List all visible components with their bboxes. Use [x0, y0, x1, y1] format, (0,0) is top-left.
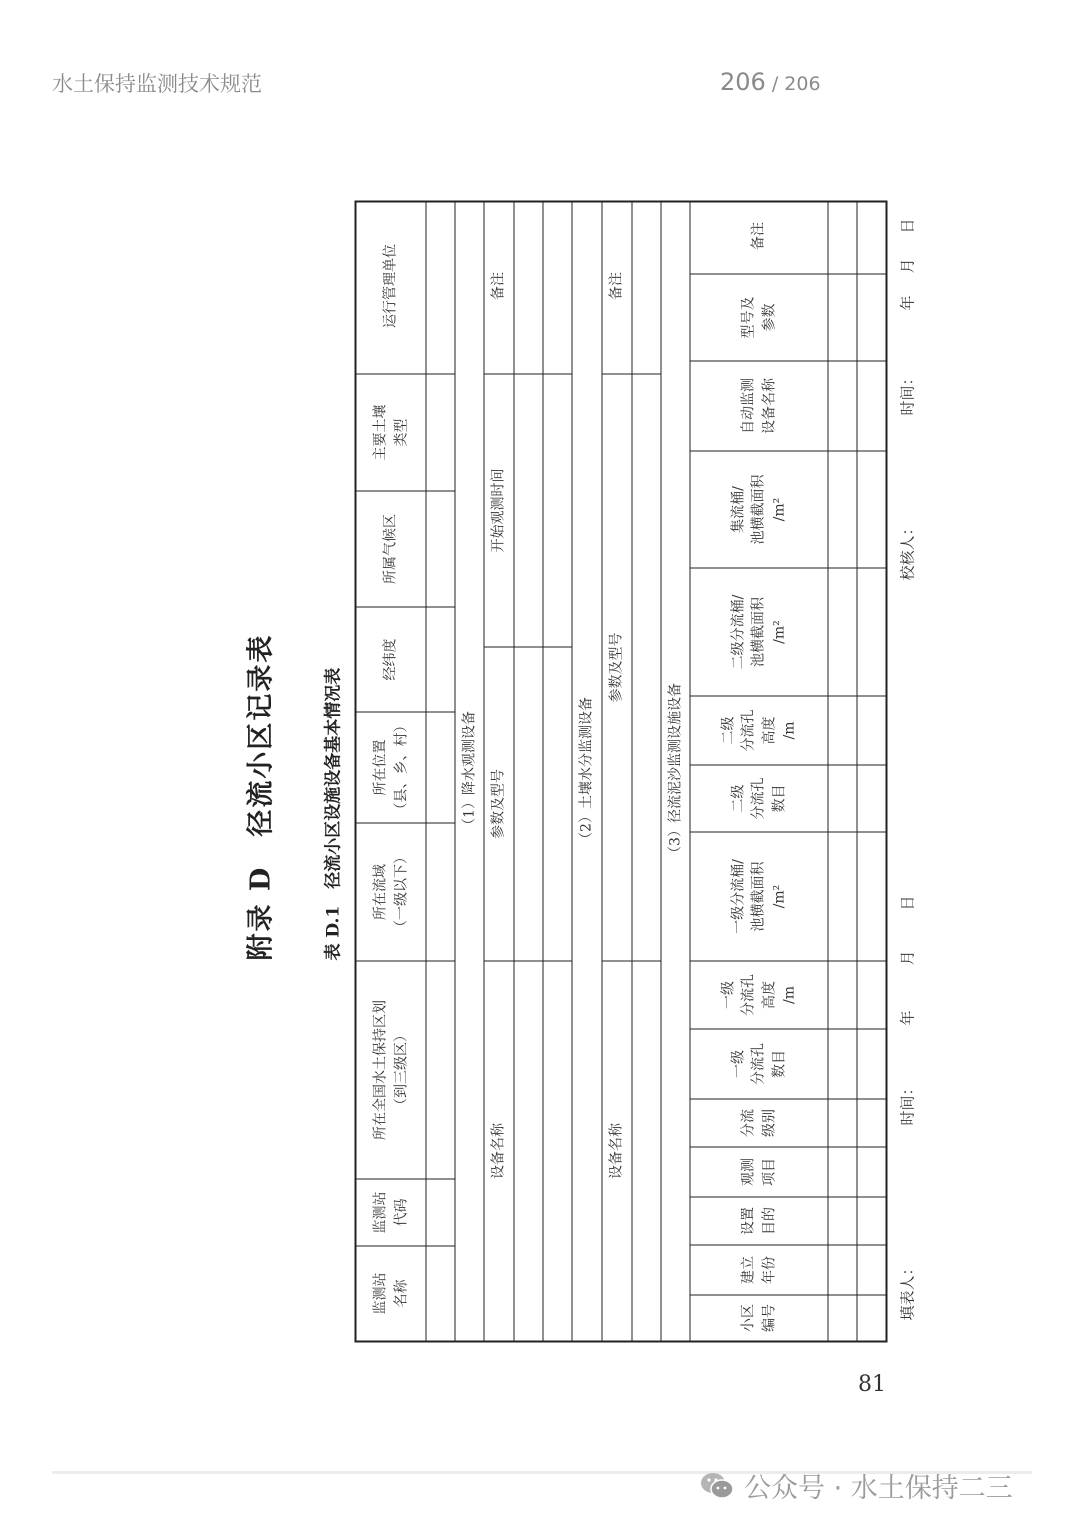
empty-cell	[828, 831, 856, 960]
watermark-text: 公众号 · 水土保持二三	[744, 1473, 1013, 1504]
header-cell: 所在流域 （一级以下）	[356, 822, 425, 960]
empty-cell	[828, 1146, 856, 1196]
day-label: 日	[898, 894, 916, 910]
header-cell: 二级 分流孔 数目	[690, 764, 827, 831]
header-cell: 集流桶/ 池横截面积 /m²	[690, 450, 827, 567]
section-runoff	[661, 202, 690, 1340]
empty-cell	[514, 960, 542, 1340]
empty-cell	[426, 1178, 454, 1245]
empty-cell	[426, 490, 454, 606]
empty-cell	[857, 960, 885, 1028]
runoff-plot-table	[354, 200, 887, 1342]
header-cell: 小区 编号	[690, 1294, 827, 1340]
empty-cell	[514, 198, 542, 373]
rotated-page-content	[230, 195, 925, 1345]
header-cell: 设备名称	[602, 960, 631, 1340]
basic-header-row	[356, 202, 426, 1340]
header-cell: 所在位置 （县、乡、村）	[356, 711, 425, 822]
header-cell: 运行管理单位	[382, 243, 399, 328]
header-cell: 参数及型号	[484, 646, 513, 960]
rain-data-row	[543, 202, 572, 1340]
empty-cell	[543, 960, 571, 1340]
runoff-header-row	[690, 202, 828, 1340]
empty-cell	[828, 567, 856, 695]
header-cell: 观测 项目	[690, 1146, 827, 1196]
table-caption: 表 D.1 径流小区设施设备基本情况表	[323, 667, 343, 960]
header-cell: 二级 分流孔 高度 /m	[690, 695, 827, 764]
empty-cell	[543, 646, 571, 960]
empty-cell	[828, 360, 856, 450]
header-cell: 所在全国水土保持区划 （到三级区）	[356, 960, 425, 1178]
empty-cell	[632, 960, 660, 1340]
empty-cell	[426, 822, 454, 960]
rain-header-row	[484, 202, 514, 1340]
section-rain	[455, 202, 484, 1340]
empty-cell	[543, 373, 571, 646]
empty-cell	[857, 695, 885, 764]
empty-cell	[514, 373, 542, 646]
filler-label: 填表人：	[898, 1259, 916, 1320]
document-title: 水土保持监测技术规范	[52, 72, 262, 96]
total-pages: / 206	[765, 73, 821, 95]
header-cell: 备注	[608, 271, 625, 300]
section-title: （3）径流泥沙监测设施设备	[666, 682, 683, 860]
header-cell: 经纬度	[356, 606, 425, 711]
empty-cell	[857, 450, 885, 567]
header-cell: 一级分流桶/ 池横截面积 /m²	[690, 831, 827, 960]
section-title: （1）降水观测设备	[460, 710, 477, 832]
header-cell: 监测站 代码	[356, 1178, 425, 1245]
year-label: 年	[898, 1009, 916, 1025]
month-label: 月	[898, 949, 916, 965]
wechat-icon	[700, 1471, 734, 1501]
header-cell: 设置 目的	[690, 1196, 827, 1244]
empty-cell	[828, 198, 856, 273]
empty-cell	[857, 273, 885, 360]
empty-cell	[828, 764, 856, 831]
empty-cell	[857, 1098, 885, 1146]
empty-cell	[514, 646, 542, 960]
empty-cell	[426, 198, 454, 373]
header-cell: 监测站 名称	[356, 1245, 425, 1340]
header-cell: 主要土壤 类型	[356, 373, 425, 490]
empty-cell	[857, 764, 885, 831]
soil-data-row	[632, 202, 661, 1340]
empty-cell	[828, 273, 856, 360]
check-year-label: 年	[898, 294, 916, 310]
page-indicator	[720, 68, 821, 96]
empty-cell	[857, 831, 885, 960]
header-cell: 一级 分流孔 数目	[690, 1028, 827, 1098]
empty-cell	[543, 198, 571, 373]
time-label: 时间：	[898, 1079, 916, 1125]
empty-cell	[857, 360, 885, 450]
header-cell: 备注	[490, 271, 507, 300]
header-cell: 一级 分流孔 高度 /m	[690, 960, 827, 1028]
empty-cell	[828, 1244, 856, 1294]
header-cell: 自动监测 设备名称	[690, 360, 827, 450]
header-cell: 所属气候区	[356, 490, 425, 606]
section-soil	[572, 202, 602, 1340]
header-cell: 建立 年份	[690, 1244, 827, 1294]
empty-cell	[828, 1028, 856, 1098]
header-cell: 设备名称	[484, 960, 513, 1340]
check-month-label: 月	[898, 257, 916, 273]
empty-cell	[857, 1294, 885, 1340]
header-cell: 型号及 参数	[690, 273, 827, 360]
basic-data-row	[426, 202, 455, 1340]
soil-header-row	[602, 202, 632, 1340]
empty-cell	[857, 198, 885, 273]
empty-cell	[857, 567, 885, 695]
appendix-title: 附录 D 径流小区记录表	[245, 633, 276, 960]
watermark	[700, 1466, 1013, 1505]
empty-cell	[632, 198, 660, 373]
check-day-label: 日	[898, 217, 916, 233]
empty-cell	[426, 960, 454, 1178]
empty-cell	[857, 1196, 885, 1244]
empty-cell	[632, 373, 660, 960]
empty-cell	[857, 1244, 885, 1294]
empty-cell	[828, 1196, 856, 1244]
empty-cell	[426, 606, 454, 711]
header-cell: 二级分流桶/ 池横截面积 /m²	[690, 567, 827, 695]
page-number: 81	[858, 1372, 886, 1397]
empty-cell	[857, 1028, 885, 1098]
header-cell: 参数及型号	[602, 373, 631, 960]
empty-cell	[857, 1146, 885, 1196]
empty-cell	[828, 1294, 856, 1340]
rain-data-row	[514, 202, 543, 1340]
check-time-label: 时间：	[898, 369, 916, 415]
header-cell: 备注	[750, 221, 767, 250]
empty-cell	[426, 711, 454, 822]
checker-label: 校核人：	[898, 519, 916, 580]
empty-cell	[828, 695, 856, 764]
runoff-data-row	[857, 202, 885, 1340]
empty-cell	[426, 373, 454, 490]
runoff-data-row	[828, 202, 857, 1340]
empty-cell	[828, 1098, 856, 1146]
header-cell: 分流 级别	[690, 1098, 827, 1146]
empty-cell	[426, 1245, 454, 1340]
empty-cell	[828, 960, 856, 1028]
section-title: （2）土壤水分监测设备	[578, 696, 595, 846]
empty-cell	[828, 450, 856, 567]
header-cell: 开始观测时间	[484, 373, 513, 646]
current-page: 206	[720, 68, 766, 96]
